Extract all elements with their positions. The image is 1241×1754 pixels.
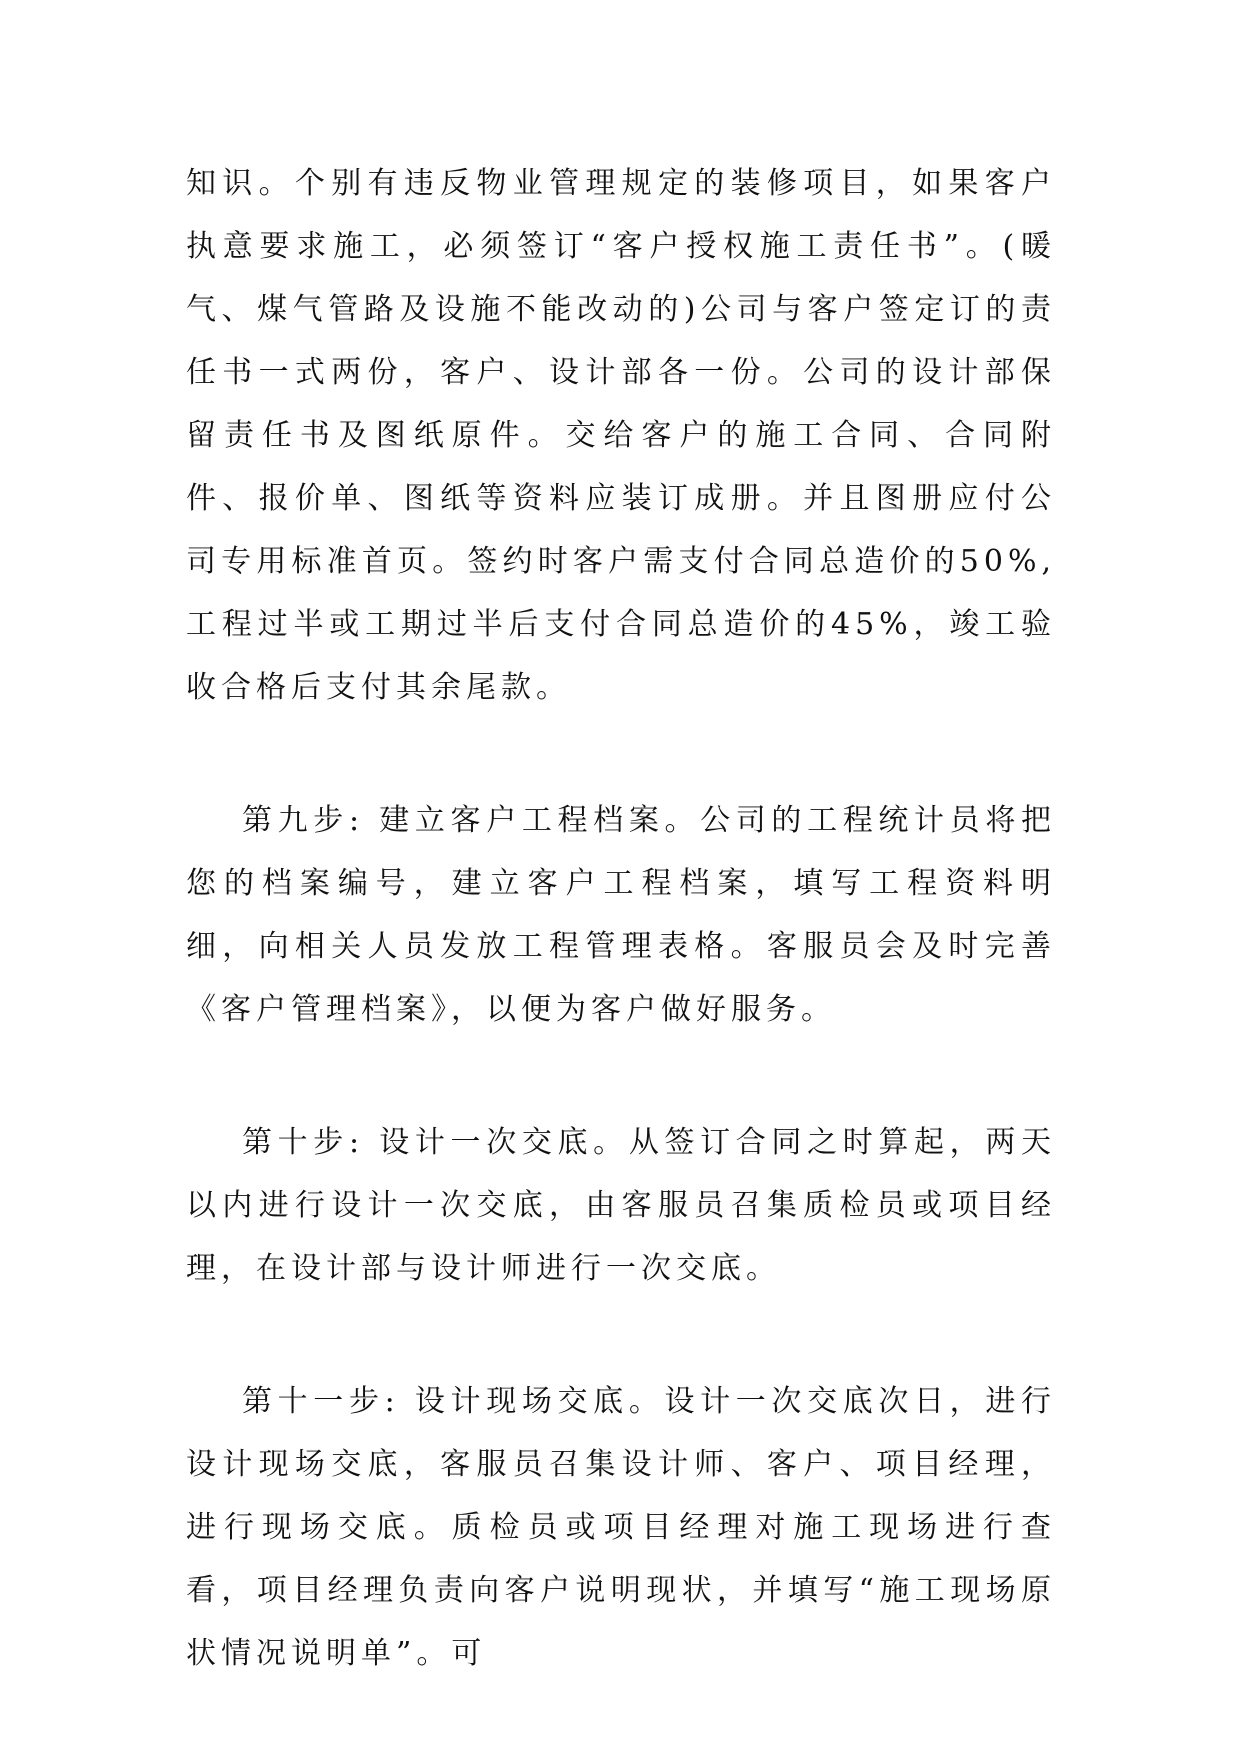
paragraph-spacer [186, 1041, 1056, 1111]
paragraph-spacer [186, 1300, 1056, 1370]
paragraph-step-10: 第十步: 设计一次交底。从签订合同之时算起，两天以内进行设计一次交底，由客服员召集质检员或项目经理，在设计部与设计师进行一次交底。 [186, 1125, 1056, 1286]
paragraph-step-9: 第九步: 建立客户工程档案。公司的工程统计员将把您的档案编号，建立客户工程档案，填写工程资料明细，向相关人员发放工程管理表格。客服员会及时完善《客户管理档案》，以便为客户做好服务。 [186, 803, 1056, 1027]
document-page [186, 152, 1056, 1685]
paragraph-step-11: 第十一步: 设计现场交底。设计一次交底次日，进行设计现场交底，客服员召集设计师、客户、项目经理，进行现场交底。质检员或项目经理对施工现场进行查看，项目经理负责向客户说明现状，并填写“施工现场原状情况说明单”。可 [186, 1384, 1056, 1671]
paragraph-payment-terms: 知识。个别有违反物业管理规定的装修项目，如果客户执意要求施工，必须签订“客户授权施工责任书”。(暖气、煤气管路及设施不能改动的)公司与客户签定订的责任书一式两份，客户、设计部各一份。公司的设计部保留责任书及图纸原件。交给客户的施工合同、合同附件、报价单、图纸等资料应装订成册。并且图册应付公司专用标准首页。签约时客户需支付合同总造价的50%,工程过半或工期过半后支付合同总造价的45%，竣工验收合格后支付其余尾款。 [186, 166, 1056, 705]
paragraph-spacer [186, 719, 1056, 789]
